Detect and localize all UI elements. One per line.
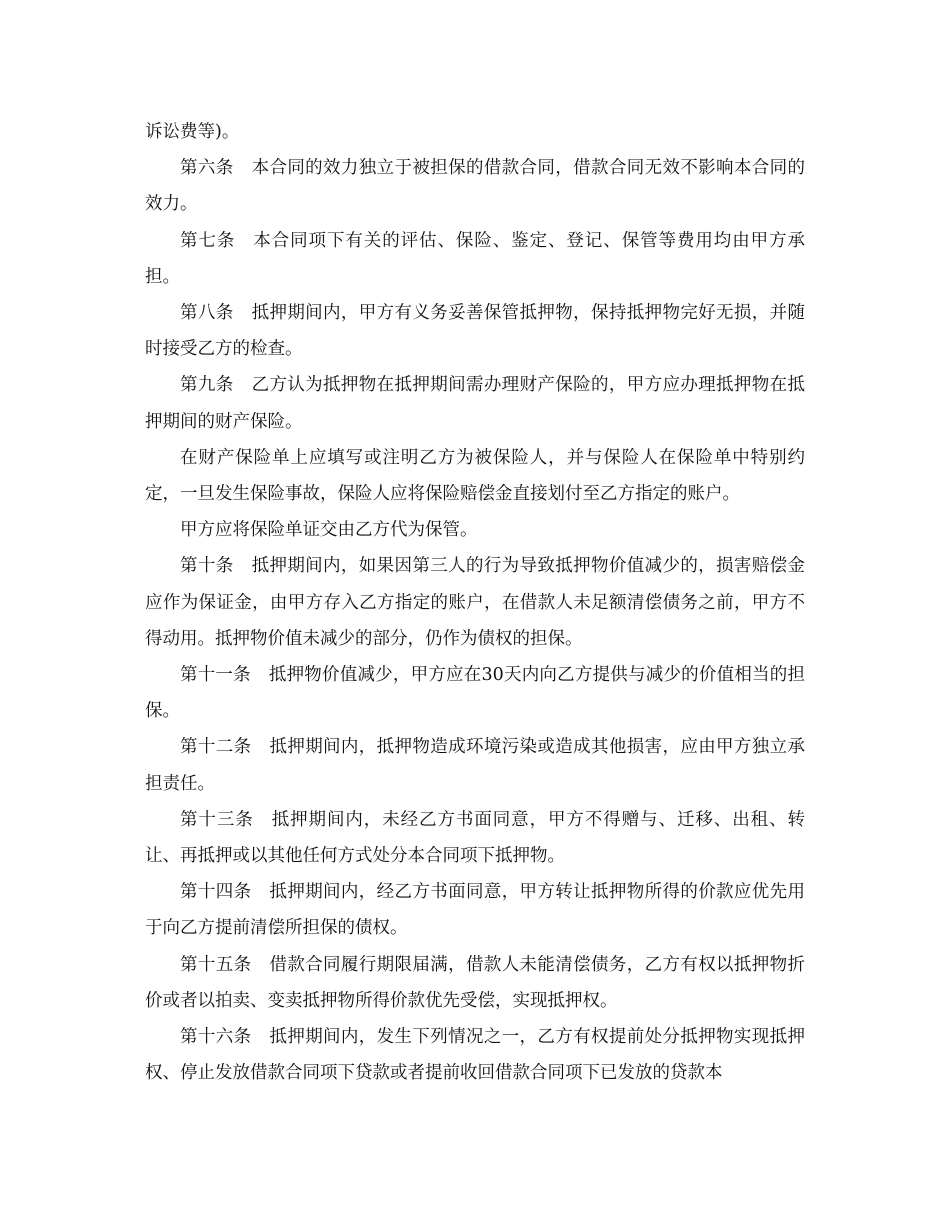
article-number: 第十三条 [180, 809, 254, 830]
article-11 [145, 657, 805, 729]
paragraph-text: 诉讼费等)。 [145, 122, 240, 142]
article-number: 第十四条 [180, 882, 252, 903]
paragraph-text: 甲方应将保险单证交由乙方代为保管。 [180, 520, 478, 541]
article-text: 本合同项下有关的评估、保险、鉴定、登记、保管等费用均由甲方承担。 [145, 230, 805, 287]
article-8 [145, 295, 805, 367]
article-9 [145, 367, 805, 439]
paragraph-continuation [145, 114, 805, 150]
article-text: 本合同的效力独立于被担保的借款合同，借款合同无效不影响本合同的效力。 [145, 158, 806, 215]
article-13 [145, 802, 805, 874]
article-15 [145, 947, 805, 1019]
article-number: 第九条 [180, 375, 234, 396]
article-number: 第十二条 [180, 737, 252, 758]
article-16 [145, 1019, 805, 1091]
article-text: 抵押期间内，未经乙方书面同意，甲方不得赠与、迁移、出租、转让、再抵押或以其他任何方式处分本合同项下抵押物。 [145, 809, 805, 867]
article-text: 抵押期间内，如果因第三人的行为导致抵押物价值减少的，损害赔偿金应作为保证金，由甲方存入乙方指定的账户，在借款人未足额清偿债务之前，甲方不得动用。抵押物价值未减少的部分，仍作为债权的担保。 [145, 556, 806, 649]
article-12 [145, 729, 805, 801]
article-number: 第十条 [180, 556, 234, 577]
article-number: 第十六条 [180, 1027, 252, 1048]
article-10 [145, 548, 805, 657]
paragraph-text: 在财产保险单上应填写或注明乙方为被保险人，并与保险人在保险单中特别约定，一旦发生保险事故，保险人应将保险赔偿金直接划付至乙方指定的账户。 [145, 447, 805, 505]
article-text: 借款合同履行期限届满，借款人未能清偿债务，乙方有权以抵押物折价或者以拍卖、变卖抵押物所得价款优先受偿，实现抵押权。 [145, 954, 806, 1011]
article-text: 抵押期间内，经乙方书面同意，甲方转让抵押物所得的价款应优先用于向乙方提前清偿所担保的债权。 [145, 882, 806, 939]
article-text: 抵押期间内，抵押物造成环境污染或造成其他损害，应由甲方独立承担责任。 [145, 737, 806, 794]
article-14 [145, 874, 805, 946]
article-9-clause-2 [145, 440, 805, 512]
article-number: 第八条 [180, 303, 234, 324]
article-number: 第十一条 [180, 665, 251, 686]
article-text: 抵押期间内，发生下列情况之一，乙方有权提前处分抵押物实现抵押权、停止发放借款合同项下贷款或者提前收回借款合同项下已发放的贷款本 [145, 1027, 806, 1084]
article-7 [145, 223, 805, 295]
article-number: 第六条 [180, 158, 234, 179]
article-9-clause-3 [145, 512, 805, 548]
contract-body [145, 114, 805, 1091]
article-text: 乙方认为抵押物在抵押期间需办理财产保险的，甲方应办理抵押物在抵押期间的财产保险。 [145, 375, 806, 432]
article-number: 第七条 [180, 230, 236, 251]
article-text: 抵押物价值减少，甲方应在30天内向乙方提供与减少的价值相当的担保。 [145, 665, 805, 722]
article-6 [145, 150, 805, 222]
article-number: 第十五条 [180, 954, 252, 975]
article-text: 抵押期间内，甲方有义务妥善保管抵押物，保持抵押物完好无损，并随时接受乙方的检查。 [145, 303, 806, 360]
